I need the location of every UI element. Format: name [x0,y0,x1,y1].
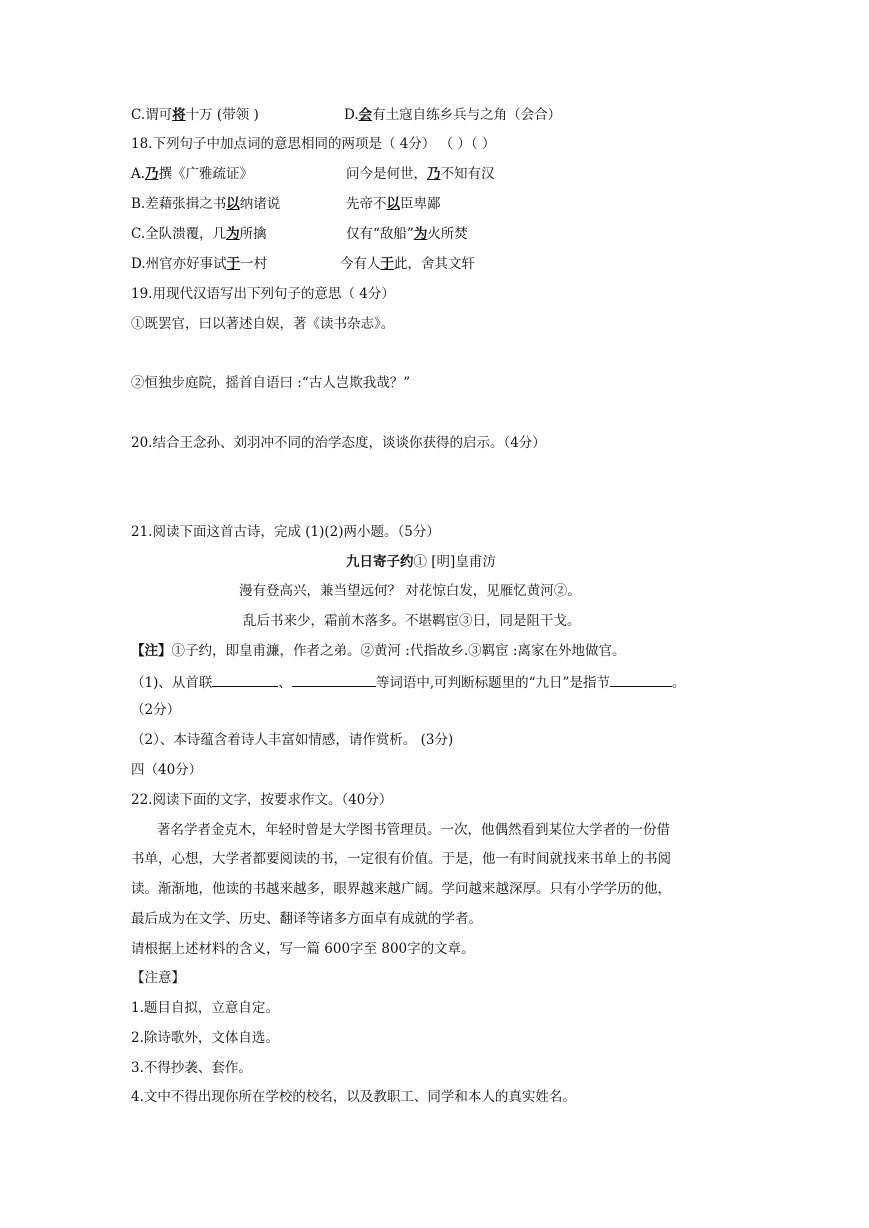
q22-material-line: 书单，心想，大学者都要阅读的书，一定很有价值。于是，他一有时间就找来书单上的书阅 [131,851,671,867]
keyword: 为 [226,226,240,242]
q21-sub-2: （2）、本诗蕴含着诗人丰富如情感，请作赏析。 (3分) [131,732,454,748]
q22-material-line: 著名学者金克木，年轻时曾是大学图书管理员。一次，他偶然看到某位大学者的一份借 [157,822,670,838]
q18-stem: 18.下列句子中加点词的意思相同的两项是（ 4分） （ ）（ ） [131,136,496,152]
q22-requirement: 请根据上述材料的含义，写一篇 600字至 800字的文章。 [131,941,475,957]
notice-item: 4.文中不得出现你所在学校的校名，以及教职工、同学和本人的真实姓名。 [131,1089,576,1105]
option-text: D. [344,107,359,123]
keyword: 为 [413,226,428,242]
q18-option-a-left [131,165,253,183]
answer-blank[interactable] [292,672,376,687]
option-text: 有土寇自练乡兵与之角（会合） [372,107,562,123]
option-text: C.谓可 [131,107,173,123]
section-heading: 四（40分） [131,762,203,778]
q18-option-d-right [340,255,475,273]
sub-question-text: 等词语中,可判断标题里的“九日”是指节 [375,675,610,691]
poem-line-1: 漫有登高兴，兼当望远何？ 对花惊白发，见雁忆黄河②。 [239,583,581,599]
option-text: 仅有“敌船” [346,226,414,242]
poem-title [346,553,496,571]
q22-material-line: 读。渐渐地，他读的书越来越多，眼界越来越广阔。学问越来越深厚。只有小学学历的他， [131,881,671,897]
option-text: 十万 (带领 ) [185,107,259,123]
option-text: 纳诸说 [239,196,281,212]
q22-material-line: 最后成为在文学、历史、翻译等诸多方面卓有成就的学者。 [131,911,482,927]
option-text: 所擒 [239,226,267,242]
keyword: 以 [386,196,400,212]
q18-option-c-right [346,225,468,243]
sub-question-text: 。 [671,675,686,691]
sub-question-text: （1)、从首联 [131,675,213,691]
q18-option-a-right [346,165,495,183]
keyword: 于 [226,256,241,272]
notice-item: 2.除诗歌外，文体自选。 [131,1030,279,1046]
q17-option-c [131,106,259,124]
answer-blank[interactable] [212,672,278,687]
q19-sentence-1: ①既罢官，曰以著述自娱，著《读书杂志》。 [131,316,395,332]
q22-stem: 22.阅读下面的文字，按要求作文。（40分） [131,792,393,808]
q18-option-b-left [131,195,280,213]
option-text: 问今是何世， [346,166,427,182]
keyword: 会 [358,107,373,123]
option-text: 今有人 [340,256,381,272]
answer-blank[interactable] [610,672,672,687]
option-text: B.差藉张揖之书 [131,196,227,212]
keyword: 乃 [145,166,159,182]
option-text: 撰《广雅疏证》 [158,166,254,182]
q18-option-b-right [346,195,441,213]
poem-title-text: 九日寄子约 [346,554,414,570]
keyword: 以 [226,196,240,212]
keyword: 将 [172,107,186,123]
q21-sub-1 [131,672,685,692]
notice-item: 1.题目自拟，立意自定。 [131,1000,279,1016]
poem-line-2: 乱后书来少，霜前木落多。不堪羁宦③日，同是阻干戈。 [243,613,581,629]
q21-stem: 21.阅读下面这首古诗，完成 (1)(2)两小题。（5分） [131,524,440,540]
note-text: ①子约，即皇甫濂，作者之弟。②黄河 :代指故乡.③羁宦 :离家在外地做官。 [171,643,626,659]
keyword: 于 [380,256,394,272]
notice-item: 3.不得抄袭、套作。 [131,1060,252,1076]
option-text: 先帝不 [346,196,387,212]
option-text: A. [131,166,146,182]
q19-stem: 19.用现代汉语写出下列句子的意思（ 4分） [131,286,395,302]
q18-option-d-left [131,255,267,273]
q20-stem: 20.结合王念孙、刘羽冲不同的治学态度，谈谈你获得的启示。（4分） [131,435,546,451]
notice-label: 【注意】 [131,970,185,986]
note-label: 【注】 [131,643,172,659]
sub-question-text: 、 [278,675,292,691]
option-text: 火所焚 [427,226,468,242]
option-text: 一村 [240,256,268,272]
q19-sentence-2: ②恒独步庭院，摇首自语曰 :“古人岂欺我哉？” [131,375,411,391]
keyword: 乃 [427,166,441,182]
option-text: 臣卑鄙 [400,196,441,212]
q21-sub-1-score: （2分） [131,702,181,718]
q17-option-d [344,106,561,124]
option-text: 此，舍其文轩 [394,256,475,272]
option-text: C.全队溃覆，几 [131,226,227,242]
poem-note [131,642,625,660]
poem-author: ① [明]皇甫汸 [413,554,496,570]
q18-option-c-left [131,225,267,243]
option-text: 不知有汉 [440,166,495,182]
option-text: D.州官亦好事试 [131,256,227,272]
